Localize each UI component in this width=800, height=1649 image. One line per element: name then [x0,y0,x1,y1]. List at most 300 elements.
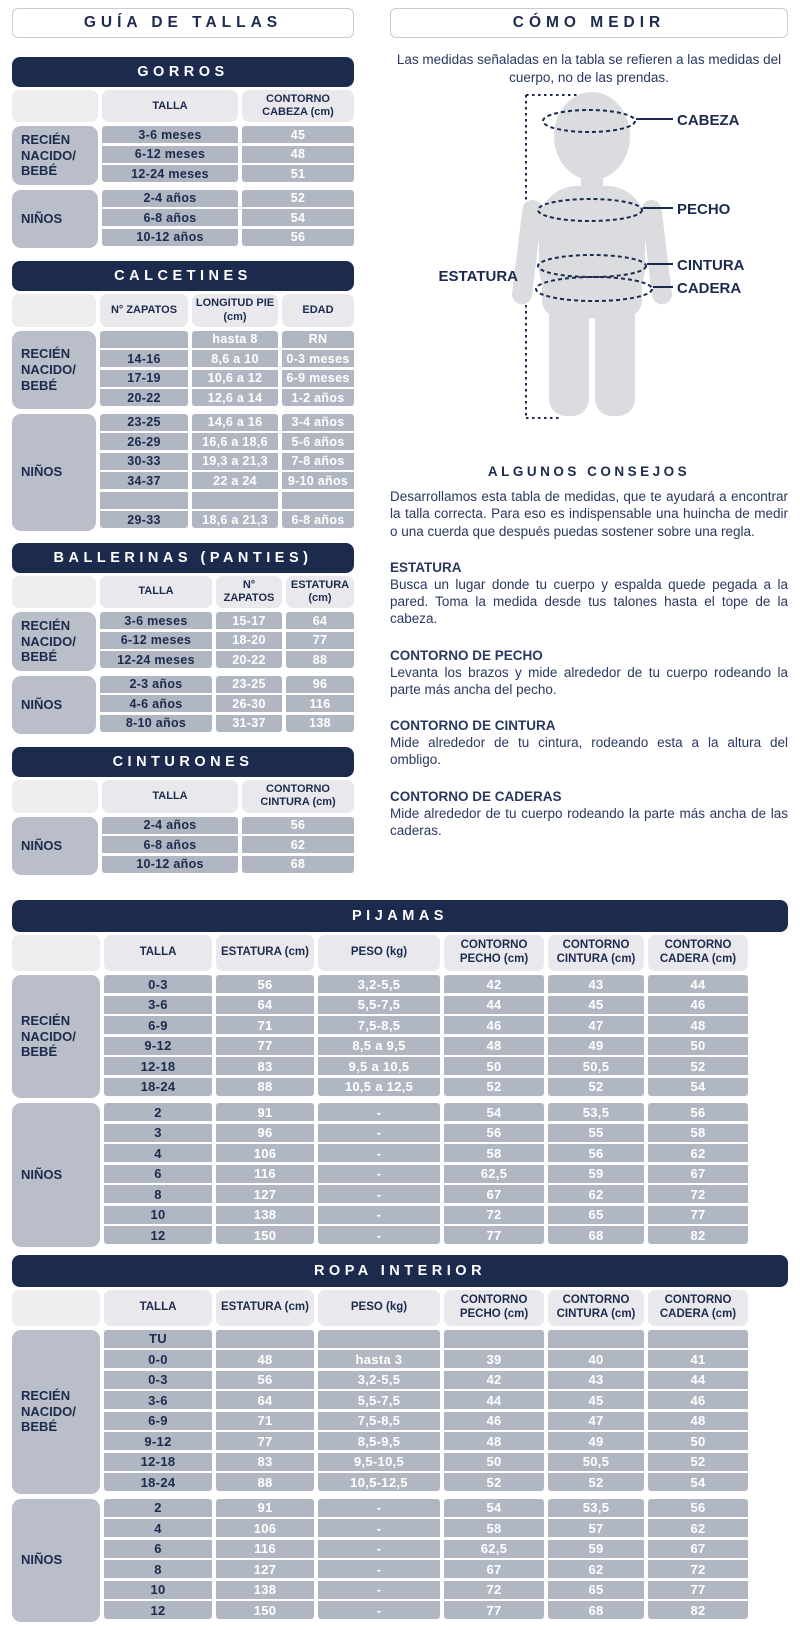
table-row [100,433,354,450]
table-cinturones [12,747,354,875]
group-label: RECIÉN NACIDO/ BEBÉ [12,1330,100,1494]
size-cell: - [318,1540,440,1558]
column-header: PESO (kg) [318,935,440,971]
size-cell: 77 [444,1226,544,1244]
column-header: CONTORNO CINTURA (cm) [548,1290,644,1326]
group-label: RECIÉN NACIDO/ BEBÉ [12,331,96,409]
age-group [12,612,354,671]
size-cell: 3-6 meses [100,612,212,629]
size-cell: 50,5 [548,1453,644,1471]
size-cell: 7-8 años [282,453,354,470]
size-cell: 12-24 meses [100,651,212,668]
column-header: CONTORNO CINTURA (cm) [548,935,644,971]
table-row [104,1185,748,1203]
size-cell [100,492,188,509]
table-row [102,146,354,163]
size-cell: 52 [444,1078,544,1096]
size-cell: 67 [444,1185,544,1203]
group-label: NIÑOS [12,414,96,531]
size-cell: 3 [104,1124,212,1142]
size-cell: 45 [548,996,644,1014]
size-cell: 31-37 [216,715,282,732]
size-cell: 46 [444,1016,544,1034]
size-cell: 4-6 años [100,695,212,712]
size-cell: 59 [548,1165,644,1183]
table-row [100,676,354,693]
size-cell: 45 [242,126,354,143]
age-group [12,1499,788,1622]
group-rows [104,1330,748,1494]
size-cell: 58 [444,1519,544,1537]
age-group [12,414,354,531]
gorros-title-bar: GORROS [12,57,354,87]
size-cell: 51 [242,165,354,182]
column-header: ESTATURA (cm) [286,576,354,608]
size-cell: 3-6 meses [102,126,238,143]
size-cell: 18,6 a 21,3 [192,511,278,528]
tip-heading: CONTORNO DE CADERAS [390,788,562,804]
table-row [104,1165,748,1183]
tip-heading: CONTORNO DE PECHO [390,647,543,663]
table-row [104,1499,748,1517]
size-cell: 56 [444,1124,544,1142]
size-cell: 3-4 años [282,414,354,431]
size-cell: 3-6 [104,996,212,1014]
size-cell: 20-22 [216,651,282,668]
column-header: CONTORNO CINTURA (cm) [242,780,354,812]
measuring-intro-text: Las medidas señaladas en la tabla se refieren a las medidas del cuerpo, no de las prendas. [396,52,782,85]
column-header: EDAD [282,294,354,326]
diagram-label-estatura: ESTATURA [438,268,518,286]
size-cell [282,492,354,509]
group-label: NIÑOS [12,817,98,876]
size-cell: 44 [648,1371,748,1389]
size-cell: 55 [548,1124,644,1142]
table-row [100,612,354,629]
size-cell: - [318,1226,440,1244]
size-cell: 8,5-9,5 [318,1432,440,1450]
size-cell: 12-18 [104,1057,212,1075]
size-cell: 12 [104,1226,212,1244]
size-cell: 50 [648,1037,748,1055]
size-cell: 0-3 [104,975,212,993]
column-header: TALLA [102,90,238,122]
diagram-label-pecho: PECHO [677,201,731,219]
table-pijamas [0,900,800,1247]
calcetines-header-row [12,294,354,326]
size-cell: 9-12 [104,1432,212,1450]
size-cell: 15-17 [216,612,282,629]
size-cell: 48 [242,146,354,163]
size-cell: 46 [444,1412,544,1430]
diagram-label-cadera: CADERA [677,280,742,298]
size-cell: 18-20 [216,632,282,649]
size-cell: 48 [648,1412,748,1430]
group-rows [102,126,354,185]
size-cell: 54 [648,1078,748,1096]
size-cell: - [318,1581,440,1599]
table-row [104,1057,748,1075]
size-cell: 6-8 años [102,836,238,853]
size-cell: 44 [648,975,748,993]
size-cell: 2 [104,1103,212,1121]
column-header: CONTORNO PECHO (cm) [444,935,544,971]
size-cell: - [318,1601,440,1619]
size-cell: 56 [548,1144,644,1162]
empty-header-cell [12,780,98,812]
size-cell: 0-3 [104,1371,212,1389]
size-cell: 26-29 [100,433,188,450]
cinturones-header-row [12,780,354,812]
size-cell: 64 [286,612,354,629]
size-cell: 58 [648,1124,748,1142]
size-cell: 116 [216,1540,314,1558]
size-cell: 52 [648,1453,748,1471]
diagram-label-cabeza: CABEZA [677,112,740,130]
size-cell: 72 [444,1206,544,1224]
size-cell: 67 [444,1560,544,1578]
size-cell: 9-12 [104,1037,212,1055]
size-cell: 20-22 [100,389,188,406]
group-rows [100,331,354,409]
column-header: LONGITUD PIE (cm) [192,294,278,326]
size-cell [548,1330,644,1348]
size-cell: 83 [216,1453,314,1471]
table-row [104,1453,748,1471]
size-cell: 26-30 [216,695,282,712]
size-cell: 30-33 [100,453,188,470]
tip-text: Mide alrededor de tu cuerpo rodeando la parte más ancha de las caderas. [390,805,788,839]
table-row [104,1144,748,1162]
ballerinas-header-row [12,576,354,608]
group-label: NIÑOS [12,190,98,249]
size-cell: 39 [444,1350,544,1368]
size-cell: 68 [548,1601,644,1619]
group-label: NIÑOS [12,1499,100,1622]
table-row [104,975,748,993]
column-header: N° ZAPATOS [216,576,282,608]
column-header: TALLA [100,576,212,608]
size-cell: 62,5 [444,1165,544,1183]
size-cell: 91 [216,1499,314,1517]
table-row [104,1432,748,1450]
size-cell: 96 [286,676,354,693]
table-row [102,836,354,853]
size-cell: 116 [286,695,354,712]
size-cell: 6-12 meses [102,146,238,163]
column-header: TALLA [104,1290,212,1326]
table-row [104,1330,748,1348]
age-group [12,975,788,1098]
size-cell: 50 [444,1453,544,1471]
size-cell: 57 [548,1519,644,1537]
empty-header-cell [12,90,98,122]
size-cell: 62 [648,1144,748,1162]
group-label: RECIÉN NACIDO/ BEBÉ [12,612,96,671]
table-calcetines [12,261,354,530]
size-cell: 22 a 24 [192,472,278,489]
table-row [100,414,354,431]
size-cell: 9,5 a 10,5 [318,1057,440,1075]
size-cell: 52 [548,1078,644,1096]
size-cell: 6-12 meses [100,632,212,649]
size-cell: 67 [648,1540,748,1558]
size-cell: 88 [216,1473,314,1491]
size-cell: 8 [104,1185,212,1203]
size-cell: 44 [444,1391,544,1409]
empty-header-cell [12,576,96,608]
diagram-label-cintura: CINTURA [677,257,745,275]
size-cell: 9,5-10,5 [318,1453,440,1471]
empty-header-cell [12,1290,100,1326]
table-row [102,817,354,834]
size-cell: 5,5-7,5 [318,996,440,1014]
size-cell: 88 [286,651,354,668]
size-cell: 5-6 años [282,433,354,450]
size-cell: 48 [444,1037,544,1055]
size-cell: 40 [548,1350,644,1368]
size-cell: 48 [648,1016,748,1034]
size-cell: 12 [104,1601,212,1619]
empty-header-cell [12,294,96,326]
size-cell: - [318,1165,440,1183]
size-cell: 10,5-12,5 [318,1473,440,1491]
size-cell: - [318,1124,440,1142]
table-row [100,350,354,367]
size-cell: 68 [548,1226,644,1244]
size-cell: 54 [242,209,354,226]
size-cell: 6-9 [104,1412,212,1430]
size-cell [444,1330,544,1348]
left-column [12,8,354,892]
table-row [100,492,354,509]
size-cell: 16,6 a 18,6 [192,433,278,450]
ballerinas-title-bar: BALLERINAS (PANTIES) [12,543,354,573]
size-cell: 53,5 [548,1103,644,1121]
size-cell: 77 [648,1206,748,1224]
size-cell: 4 [104,1144,212,1162]
size-cell: 8,6 a 10 [192,350,278,367]
size-cell: 53,5 [548,1499,644,1517]
size-cell: 54 [444,1499,544,1517]
table-row [102,190,354,207]
group-rows [104,1499,748,1622]
size-cell: 14,6 a 16 [192,414,278,431]
size-cell: 18-24 [104,1078,212,1096]
group-rows [104,975,748,1098]
size-cell: 8-10 años [100,715,212,732]
size-cell: - [318,1206,440,1224]
table-row [100,472,354,489]
size-cell: 6-9 [104,1016,212,1034]
size-cell: 116 [216,1165,314,1183]
group-rows [104,1103,748,1247]
child-silhouette-icon [511,92,673,416]
size-cell: 138 [286,715,354,732]
size-cell: 4 [104,1519,212,1537]
size-cell: 10 [104,1581,212,1599]
size-cell: 62 [548,1560,644,1578]
size-cell: 6-9 meses [282,370,354,387]
size-cell: 77 [216,1432,314,1450]
size-cell: 88 [216,1078,314,1096]
size-cell: 29-33 [100,511,188,528]
group-label: RECIÉN NACIDO/ BEBÉ [12,975,100,1098]
size-cell: 150 [216,1601,314,1619]
size-cell: 64 [216,1391,314,1409]
size-cell: 42 [444,975,544,993]
ropa_interior-header-row [12,1290,788,1326]
size-cell: 12,6 a 14 [192,389,278,406]
size-cell: 42 [444,1371,544,1389]
size-cell: 56 [242,229,354,246]
size-cell: 54 [444,1103,544,1121]
size-cell: 138 [216,1206,314,1224]
size-cell: 47 [548,1016,644,1034]
table-row [102,229,354,246]
size-cell [192,492,278,509]
size-cell: 12-18 [104,1453,212,1471]
size-cell: TU [104,1330,212,1348]
size-cell: 34-37 [100,472,188,489]
column-header: TALLA [104,935,212,971]
age-group [12,817,354,876]
size-cell [318,1330,440,1348]
size-cell: 77 [286,632,354,649]
table-row [104,1078,748,1096]
size-cell: 2-3 años [100,676,212,693]
size-cell: 44 [444,996,544,1014]
size-cell: 10,6 a 12 [192,370,278,387]
table-row [102,856,354,873]
column-header: N° ZAPATOS [100,294,188,326]
ropa_interior-title-bar: ROPA INTERIOR [12,1255,788,1287]
size-cell: - [318,1144,440,1162]
size-cell: 83 [216,1057,314,1075]
size-cell: 5,5-7,5 [318,1391,440,1409]
size-cell: 59 [548,1540,644,1558]
column-header: CONTORNO PECHO (cm) [444,1290,544,1326]
size-cell: 96 [216,1124,314,1142]
size-cell: 41 [648,1350,748,1368]
age-group [12,126,354,185]
size-cell: 50 [648,1432,748,1450]
size-cell: 7,5-8,5 [318,1412,440,1430]
size-cell: 150 [216,1226,314,1244]
size-cell: 54 [648,1473,748,1491]
column-header: CONTORNO CADERA (cm) [648,1290,748,1326]
table-row [104,1601,748,1619]
table-row [104,1350,748,1368]
size-cell: 6-8 años [282,511,354,528]
group-rows [100,676,354,735]
size-cell: 91 [216,1103,314,1121]
size-cell: 1-2 años [282,389,354,406]
size-cell: 48 [216,1350,314,1368]
calcetines-title-bar: CALCETINES [12,261,354,291]
size-cell: 62,5 [444,1540,544,1558]
age-group [12,1330,788,1494]
pijamas-title-bar: PIJAMAS [12,900,788,932]
table-row [104,1560,748,1578]
size-cell: 56 [216,975,314,993]
size-cell: 138 [216,1581,314,1599]
size-cell: 127 [216,1560,314,1578]
empty-header-cell [12,935,100,971]
table-row [104,1226,748,1244]
size-cell: RN [282,331,354,348]
table-row [100,453,354,470]
column-header: ESTATURA (cm) [216,935,314,971]
size-cell: 65 [548,1581,644,1599]
size-cell: 72 [444,1581,544,1599]
size-cell: 52 [548,1473,644,1491]
column-header: TALLA [102,780,238,812]
size-cell: 46 [648,1391,748,1409]
size-cell: 43 [548,1371,644,1389]
table-row [104,1124,748,1142]
cinturones-title-bar: CINTURONES [12,747,354,777]
size-cell [100,331,188,348]
size-cell: 8,5 a 9,5 [318,1037,440,1055]
consejos-intro-text: Desarrollamos esta tabla de medidas, que te ayudará a encontrar la talla correcta. Para eso es indispensable una huincha de medir o una cuerda que después puedas sostener sobre una regla. [390,489,788,539]
table-row [104,1540,748,1558]
table-row [102,165,354,182]
size-cell: 72 [648,1560,748,1578]
size-cell: 52 [444,1473,544,1491]
size-cell: 106 [216,1144,314,1162]
size-cell: 52 [242,190,354,207]
size-cell: 6 [104,1165,212,1183]
table-row [102,126,354,143]
table-row [104,1016,748,1034]
pijamas-header-row [12,935,788,971]
tip-text: Busca un lugar donde tu cuerpo y espalda quede pegada a la pared. Toma la medida desde tus talones hasta el tope de la cabeza. [390,576,788,627]
size-cell: 45 [548,1391,644,1409]
size-cell: 49 [548,1432,644,1450]
size-cell: 52 [648,1057,748,1075]
table-ropa-interior [0,1255,800,1622]
size-cell: 82 [648,1601,748,1619]
size-cell: 3-6 [104,1391,212,1409]
table-row [100,715,354,732]
table-row [100,511,354,528]
table-row [104,1371,748,1389]
table-row [104,1519,748,1537]
size-cell: 10-12 años [102,856,238,873]
size-cell: 68 [242,856,354,873]
group-rows [102,190,354,249]
size-cell: - [318,1103,440,1121]
size-cell: - [318,1560,440,1578]
size-cell: 2-4 años [102,817,238,834]
table-row [100,651,354,668]
gorros-header-row [12,90,354,122]
size-cell: 0-3 meses [282,350,354,367]
age-group [12,676,354,735]
size-cell: 3,2-5,5 [318,1371,440,1389]
size-cell [648,1330,748,1348]
tip-heading: ESTATURA [390,559,462,575]
size-cell: 62 [242,836,354,853]
table-row [100,632,354,649]
size-cell: 23-25 [216,676,282,693]
tip-text: Mide alrededor de tu cintura, rodeando esta a la altura del ombligo. [390,735,788,768]
table-row [104,1391,748,1409]
size-cell: 82 [648,1226,748,1244]
table-row [104,1412,748,1430]
size-cell: 8 [104,1560,212,1578]
